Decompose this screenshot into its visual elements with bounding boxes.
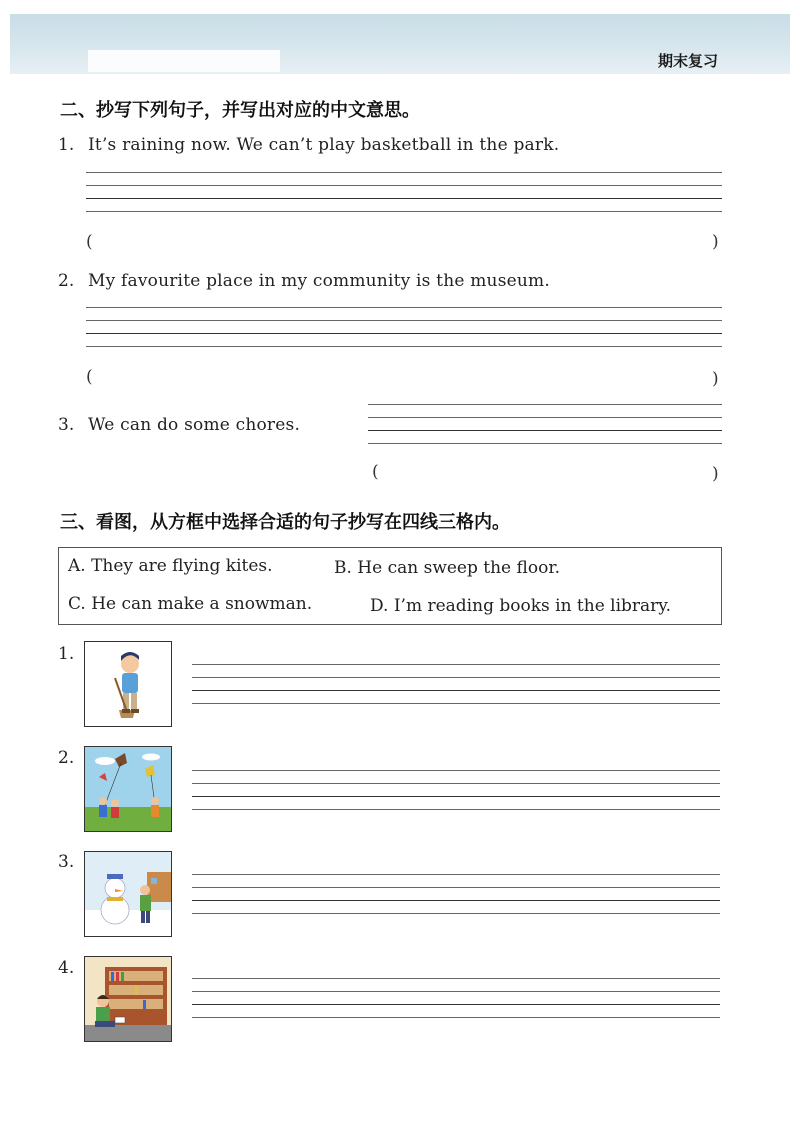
option-d: D. I’m reading books in the library. <box>370 596 672 616</box>
section3-heading: 三、看图，从方框中选择合适的句子抄写在四线三格内。 <box>60 512 510 533</box>
option-b: B. He can sweep the floor. <box>334 558 560 578</box>
option-a: A. They are flying kites. <box>68 556 273 576</box>
children-flying-kites-picture <box>84 746 172 832</box>
s3-item3-writing-lines[interactable] <box>192 874 720 916</box>
s3-item4-writing-lines[interactable] <box>192 978 720 1020</box>
s2-item2-paren-open: ( <box>86 367 93 387</box>
s2-item1-number: 1. <box>58 135 75 155</box>
s3-item3-number: 3. <box>58 852 75 872</box>
s2-item2-paren-close: ) <box>712 369 719 389</box>
s2-item2-sentence: My favourite place in my community is the museum. <box>88 271 550 291</box>
option-c: C. He can make a snowman. <box>68 594 313 614</box>
s3-item2-number: 2. <box>58 748 75 768</box>
s2-item3-sentence: We can do some chores. <box>88 415 301 435</box>
s2-item2-number: 2. <box>58 271 75 291</box>
boy-with-snowman-picture <box>84 851 172 937</box>
s2-item1-paren-open: ( <box>86 232 93 252</box>
s3-item1-number: 1. <box>58 644 75 664</box>
s2-item1-paren-close: ) <box>712 232 719 252</box>
s3-item1-writing-lines[interactable] <box>192 664 720 706</box>
s2-item1-sentence: It’s raining now. We can’t play basketball in the park. <box>88 135 560 155</box>
s2-item1-writing-lines[interactable] <box>86 172 722 216</box>
s3-item2-writing-lines[interactable] <box>192 770 720 812</box>
s2-item2-writing-lines[interactable] <box>86 307 722 351</box>
boy-reading-in-library-picture <box>84 956 172 1042</box>
header-title: 期末复习 <box>658 52 719 70</box>
section2-heading: 二、抄写下列句子，并写出对应的中文意思。 <box>60 100 420 121</box>
s3-item4-number: 4. <box>58 958 75 978</box>
s2-item3-writing-lines[interactable] <box>368 404 722 448</box>
header-label-blank <box>88 50 280 72</box>
s2-item3-paren-open: ( <box>372 462 379 482</box>
s2-item3-number: 3. <box>58 415 75 435</box>
boy-sweeping-picture <box>84 641 172 727</box>
s2-item3-paren-close: ) <box>712 464 719 484</box>
